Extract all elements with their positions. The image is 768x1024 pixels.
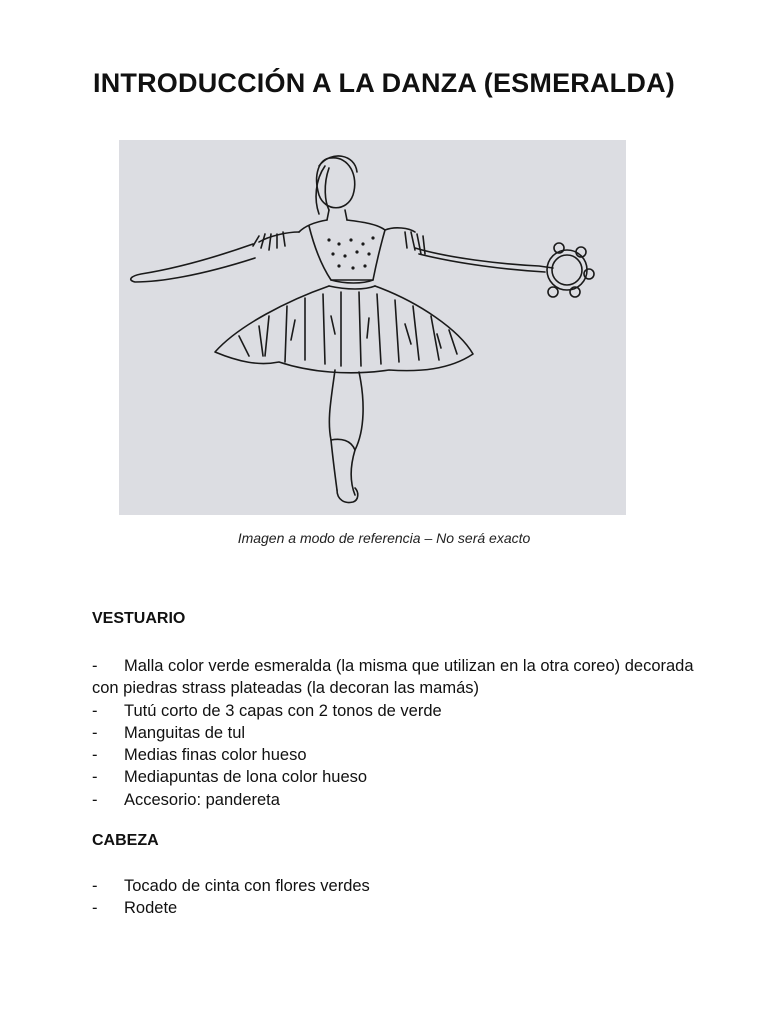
document-title: INTRODUCCIÓN A LA DANZA (ESMERALDA) bbox=[93, 68, 675, 98]
bullet-dash: - bbox=[92, 877, 98, 895]
list-item: - Manguitas de tul bbox=[92, 722, 712, 744]
ballerina-drawing bbox=[119, 140, 626, 515]
list-item: - Malla color verde esmeralda (la misma que utilizan en la otra coreo) decorada con piedras strass plateadas (la decoran las mamás) bbox=[92, 657, 694, 698]
bullet-dash: - bbox=[92, 746, 98, 765]
list-item: - Tocado de cinta con flores verdes bbox=[92, 875, 712, 897]
bullet-dash: - bbox=[92, 657, 98, 675]
vestuario-list bbox=[92, 655, 712, 811]
list-item: - Mediapuntas de lona color hueso bbox=[92, 766, 712, 788]
list-item: - Medias finas color hueso bbox=[92, 744, 712, 766]
bullet-dash: - bbox=[92, 768, 98, 787]
ballerina-sketch-image bbox=[119, 140, 626, 515]
list-item: - Accesorio: pandereta bbox=[92, 789, 712, 811]
bullet-dash: - bbox=[92, 701, 98, 720]
bullet-dash: - bbox=[92, 899, 98, 918]
bullet-dash: - bbox=[92, 723, 98, 742]
list-item: - Rodete bbox=[92, 897, 712, 919]
cabeza-list bbox=[92, 875, 712, 920]
cabeza-heading: CABEZA bbox=[92, 832, 159, 849]
list-item: - Tutú corto de 3 capas con 2 tonos de verde bbox=[92, 700, 712, 722]
bullet-dash: - bbox=[92, 790, 98, 809]
image-caption: Imagen a modo de referencia – No será exacto bbox=[237, 530, 531, 546]
vestuario-heading: VESTUARIO bbox=[92, 610, 186, 627]
